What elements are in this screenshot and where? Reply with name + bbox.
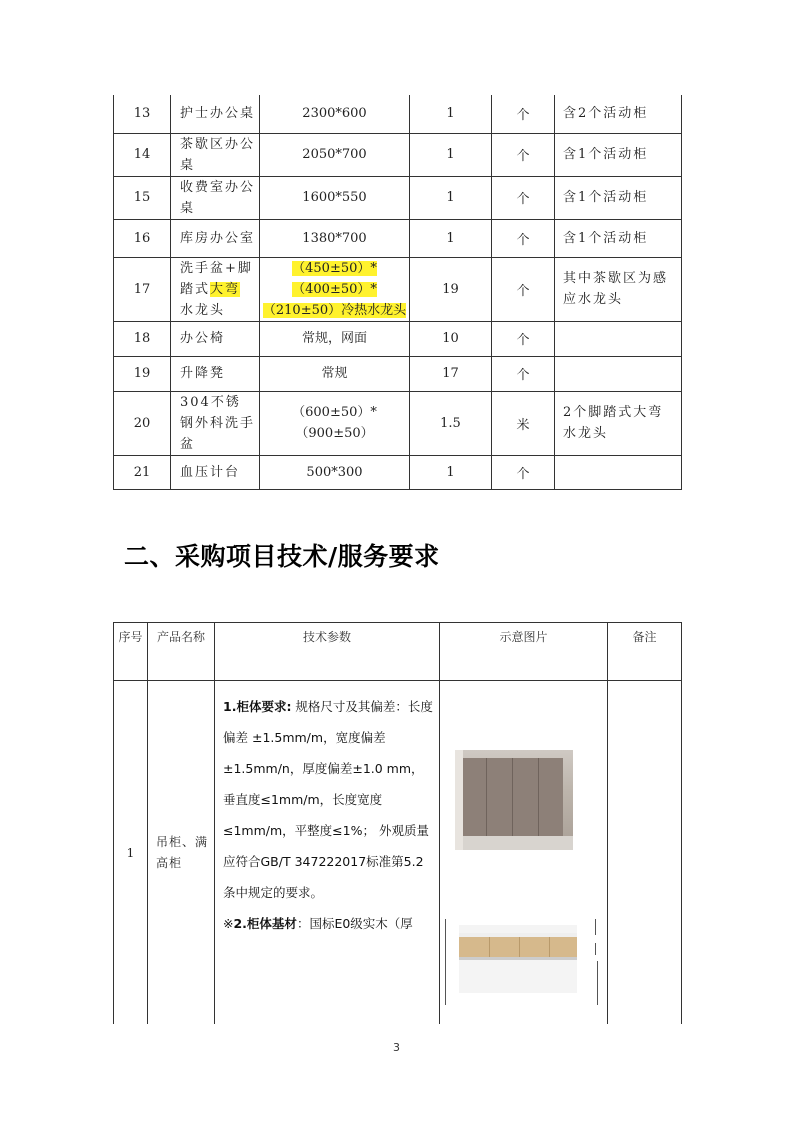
wall-cabinet-photo [459, 925, 577, 993]
row-number: 19 [114, 356, 171, 391]
row-note: 含1个活动柜 [555, 133, 682, 176]
row-number: 1 [114, 681, 148, 1025]
header-name: 产品名称 [148, 623, 215, 681]
table-row [114, 133, 682, 176]
unit: 米 [492, 391, 555, 455]
quantity: 10 [410, 321, 492, 356]
unit: 个 [492, 133, 555, 176]
table-row [114, 257, 682, 321]
technical-params [215, 681, 440, 1025]
quantity: 1.5 [410, 391, 492, 455]
product-spec: 2300*600 [260, 95, 410, 133]
image-frame-mark [445, 919, 446, 1005]
header-no: 序号 [114, 623, 148, 681]
product-name: 收费室办公桌 [171, 176, 260, 219]
unit: 个 [492, 356, 555, 391]
param-1-label: 1.柜体要求: [223, 699, 292, 714]
row-note: 含1个活动柜 [555, 219, 682, 257]
table-row [114, 321, 682, 356]
table-row [114, 356, 682, 391]
row-note [555, 455, 682, 489]
product-spec: 常规，网面 [260, 321, 410, 356]
row-note: 其中茶歇区为感应水龙头 [555, 257, 682, 321]
table-row [114, 219, 682, 257]
product-spec-highlight: （450±50）*（400±50）*（210±50）冷热水龙头 [262, 260, 407, 318]
row-note: 含2个活动柜 [555, 95, 682, 133]
product-name: 血压计台 [171, 455, 260, 489]
row-note: 含1个活动柜 [555, 176, 682, 219]
quantity: 17 [410, 356, 492, 391]
row-remark [608, 681, 682, 1025]
table-row [114, 176, 682, 219]
product-name-part: 水龙头 [180, 302, 226, 318]
product-spec: 常规 [260, 356, 410, 391]
row-number: 21 [114, 455, 171, 489]
unit: 个 [492, 257, 555, 321]
param-2-label: 2.柜体基材 [233, 916, 297, 931]
product-name: 护士办公桌 [171, 95, 260, 133]
product-name: 吊柜、满高柜 [148, 681, 215, 1025]
unit: 个 [492, 95, 555, 133]
row-number: 15 [114, 176, 171, 219]
row-number: 20 [114, 391, 171, 455]
row-number: 18 [114, 321, 171, 356]
page-number: 3 [393, 1041, 400, 1054]
param-2-prefix: ※ [223, 916, 234, 931]
row-number: 16 [114, 219, 171, 257]
row-number: 17 [114, 257, 171, 321]
product-name: 办公椅 [171, 321, 260, 356]
header-row [114, 623, 682, 681]
quantity: 1 [410, 176, 492, 219]
image-frame-mark [595, 943, 596, 955]
product-spec: 1380*700 [260, 219, 410, 257]
header-params: 技术参数 [215, 623, 440, 681]
product-list-table [113, 95, 682, 490]
image-frame-mark [597, 961, 598, 1005]
product-name: 库房办公室 [171, 219, 260, 257]
table-row [114, 681, 682, 1025]
row-number: 13 [114, 95, 171, 133]
product-name-part: 洗手盆+脚踏式 [180, 260, 253, 297]
unit: 个 [492, 176, 555, 219]
header-remark: 备注 [608, 623, 682, 681]
image-frame-mark [595, 919, 596, 935]
header-image: 示意图片 [440, 623, 608, 681]
product-name [171, 257, 260, 321]
product-name: 茶歇区办公桌 [171, 133, 260, 176]
quantity: 1 [410, 133, 492, 176]
product-spec: 2050*700 [260, 133, 410, 176]
table-row [114, 391, 682, 455]
product-name-highlight: 大弯 [210, 281, 241, 297]
full-height-cabinet-photo [455, 750, 573, 850]
product-name: 304不锈钢外科洗手盆 [171, 391, 260, 455]
row-note [555, 356, 682, 391]
product-spec [260, 257, 410, 321]
unit: 个 [492, 455, 555, 489]
product-spec: （600±50）*（900±50） [260, 391, 410, 455]
row-note: 2个脚踏式大弯水龙头 [555, 391, 682, 455]
param-2-text: ：国标E0级实木（厚 [296, 916, 413, 931]
table-row [114, 95, 682, 133]
product-name: 升降凳 [171, 356, 260, 391]
technical-requirements-table [113, 622, 682, 1024]
table-row [114, 455, 682, 489]
illustration-cell [440, 681, 608, 1025]
unit: 个 [492, 219, 555, 257]
quantity: 1 [410, 95, 492, 133]
row-number: 14 [114, 133, 171, 176]
unit: 个 [492, 321, 555, 356]
param-1-text: 规格尺寸及其偏差：长度偏差 ±1.5mm/m，宽度偏差±1.5mm/n，厚度偏差±1.0 mm，垂直度≤1mm/m，长度宽度≤1mm/m，平整度≤1%； 外观质量应符合GB/T 347222017标准第5.2条中规定的要求。 [223, 699, 433, 900]
section-heading: 二、采购项目技术/服务要求 [124, 542, 440, 571]
product-spec: 500*300 [260, 455, 410, 489]
row-note [555, 321, 682, 356]
quantity: 1 [410, 219, 492, 257]
quantity: 1 [410, 455, 492, 489]
product-spec: 1600*550 [260, 176, 410, 219]
quantity: 19 [410, 257, 492, 321]
